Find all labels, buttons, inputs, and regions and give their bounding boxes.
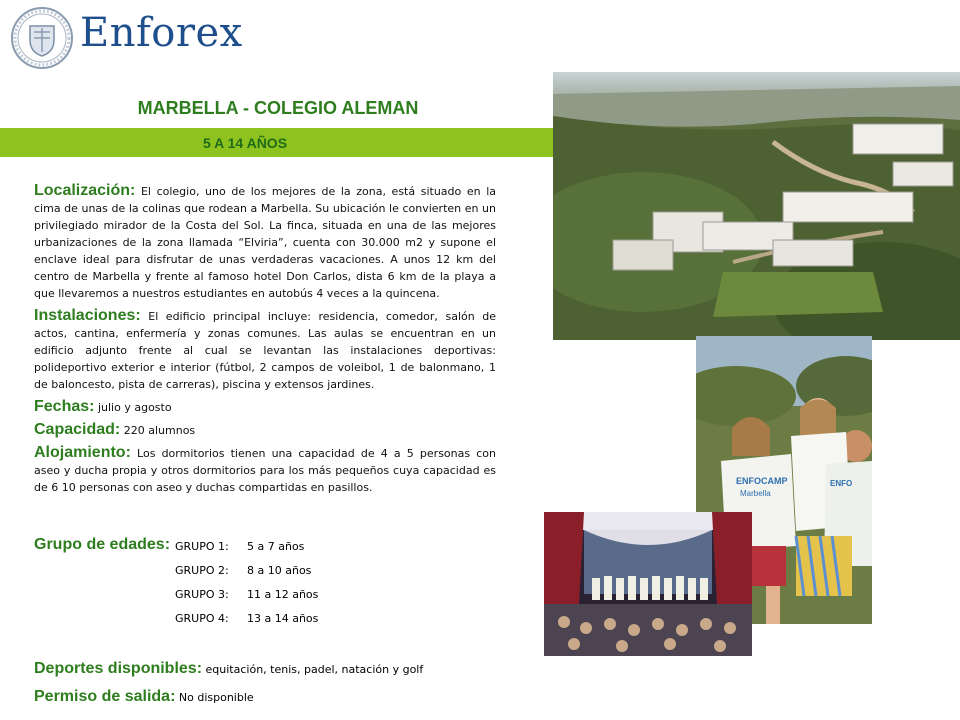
grupo-range: 11 a 12 años [247,588,319,601]
instalaciones-label: Instalaciones: [34,307,141,324]
instalaciones-section [34,307,496,393]
capacidad-section [34,421,496,439]
brand-name: Enforex [80,10,243,56]
shirt-text-2: ENFO [830,479,853,488]
age-band-label: 5 A 14 AÑOS [203,135,288,151]
grupo-name: GRUPO 1: [175,540,229,553]
deportes-label: Deportes disponibles: [34,660,203,677]
grupo-name: GRUPO 2: [175,564,229,577]
instalaciones-text: El edificio principal incluye: residencia, comedor, salón de actos, cantina, enfermería y zonas comunes. Las aulas se encuentran en un edificio adjunto frente al cual se levantan las instalaciones deportivas: polideportivo exterior e interior (fútbol, 2 campos de voleibol, 1 de balonmano, 1 de baloncesto, pista de carreras), piscina y extensos jardines. [34,310,496,391]
shirt-text: ENFOCAMP [736,476,788,486]
deportes-text: equitación, tenis, padel, natación y golf [205,663,424,676]
grupo-row [175,612,318,625]
shirt-text-city: Marbella [740,489,771,498]
alojamiento-label: Alojamiento: [34,444,131,461]
grupos-label: Grupo de edades: [34,536,171,553]
permiso-label: Permiso de salida: [34,688,176,705]
grupo-row [175,540,304,553]
grupo-range: 5 a 7 años [247,540,305,553]
capacidad-label: Capacidad: [34,421,121,438]
alojamiento-section [34,444,496,496]
aerial-school-illustration [553,72,960,340]
grupo-range: 8 a 10 años [247,564,312,577]
stage-performance-illustration [544,512,752,656]
fechas-section [34,398,496,416]
fechas-text: julio y agosto [97,401,172,414]
aerial-school-photo [553,72,960,340]
permiso-section [34,688,254,706]
page-title: MARBELLA - COLEGIO ALEMAN [137,98,419,118]
alojamiento-text: Los dormitorios tienen una capacidad de 4 a 5 personas con aseo y ducha propia y otros dormitorios para los más pequeños cuya capacidad es de 6 10 personas con aseo y duchas compartidas en pasillos. [34,447,496,494]
age-band [0,128,553,157]
info-content [34,182,496,501]
permiso-text: No disponible [178,691,254,704]
localizacion-text: El colegio, uno de los mejores de la zona, está situado en la cima de unas de la colinas que rodean a Marbella. Su ubicación le convierten en un privilegiado mirador de la Costa del Sol. La finca, situada en una de las mejores urbanizaciones de la zona llamada “Elviria”, cuenta con 30.000 m2 y supone el enclave ideal para disfrutar de unas verdaderas vacaciones. A unos 12 km del centro de Marbella y frente al famoso hotel Don Carlos, dista 6 km de la playa a que llevaremos a nuestros estudiantes en autobús 4 veces a la quincena. [34,185,496,300]
localizacion-label: Localización: [34,182,136,199]
fechas-label: Fechas: [34,398,95,415]
grupo-row [175,564,311,577]
grupo-name: GRUPO 3: [175,588,229,601]
enforex-seal-logo [10,6,74,70]
grupo-row [175,588,318,601]
grupo-name: GRUPO 4: [175,612,229,625]
grupo-range: 13 a 14 años [247,612,319,625]
stage-performance-photo [544,512,752,656]
deportes-section [34,660,423,678]
capacidad-text: 220 alumnos [123,424,196,437]
localizacion-section [34,182,496,302]
